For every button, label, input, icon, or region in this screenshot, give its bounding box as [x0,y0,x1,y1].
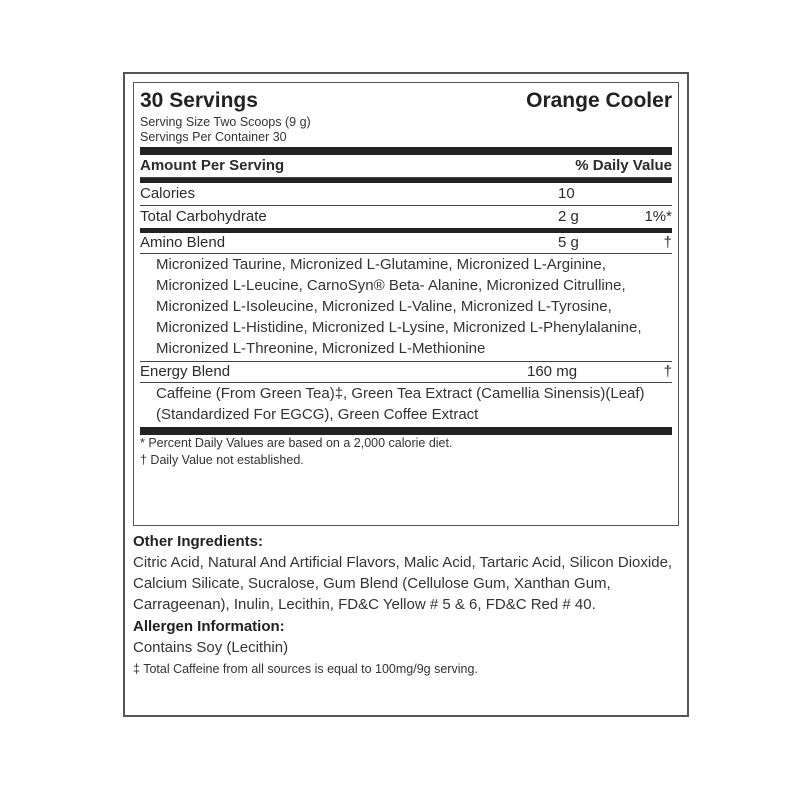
amino-blend-row [140,233,672,254]
servings-title: 30 Servings [140,89,258,112]
flavor-name: Orange Cooler [526,89,672,112]
amount-header-row [140,155,672,178]
daily-value-header: % Daily Value [575,157,672,174]
calories-amount: 10 [558,185,575,202]
caffeine-note: ‡ Total Caffeine from all sources is equal to 100mg/9g serving. [133,662,478,676]
carbohydrate-row [140,206,672,228]
carbohydrate-amount: 2 g [558,208,579,225]
amino-blend-label: Amino Blend [140,234,226,251]
serving-size: Serving Size Two Scoops (9 g) [140,115,311,129]
other-ingredients-heading: Other Ingredients: [133,533,264,550]
other-information [133,532,679,678]
allergen-heading: Allergen Information: [133,618,285,635]
divider-thick [140,147,672,155]
label-header [140,89,672,115]
energy-blend-ingredients: Caffeine (From Green Tea)‡, Green Tea Extract (Camellia Sinensis)(Leaf)(Standardized For EGCG), Green Coffee Extract [156,385,645,423]
other-ingredients-text: Citric Acid, Natural And Artificial Flavors, Malic Acid, Tartaric Acid, Silicon Dioxide, Calcium Silicate, Sucralose, Gum Blend (Cellulose Gum, Xanthan Gum, Carrageenan), Inulin, Lecithin, FD&C Yellow # 5 & 6, FD&C Red # 40. [133,554,673,613]
footnote-daily-values: * Percent Daily Values are based on a 2,000 calorie diet. [140,436,453,450]
energy-blend-dv: † [663,363,672,380]
carbohydrate-label: Total Carbohydrate [140,208,267,225]
amount-per-serving-label: Amount Per Serving [140,157,285,174]
energy-blend-row [140,362,672,383]
servings-per-container: Servings Per Container 30 [140,130,287,144]
amino-blend-ingredients: Micronized Taurine, Micronized L-Glutamine, Micronized L-Arginine, Micronized L-Leucine, CarnoSyn® Beta- Alanine, Micronized Citrulline, Micronized L-Isoleucine, Micronized L-Valine, Micronized L-Tyrosine, Micronized L-Histidine, Micronized L-Lysine, Micronized L-Phenylalanine, Micronized L-Threonine, Micronized L-Methionine [140,254,672,362]
supplement-facts-label [123,72,689,717]
footnote-dagger: † Daily Value not established. [140,453,304,467]
amino-blend-amount: 5 g [558,234,579,251]
calories-row [140,183,672,206]
energy-blend-label: Energy Blend [140,363,231,380]
nutrition-panel [133,82,679,526]
allergen-text: Contains Soy (Lecithin) [133,639,289,656]
divider-thick [140,427,672,435]
carbohydrate-dv: 1%* [644,208,672,225]
calories-label: Calories [140,185,196,202]
energy-blend-amount: 160 mg [527,363,578,380]
amino-blend-dv: † [663,234,672,251]
